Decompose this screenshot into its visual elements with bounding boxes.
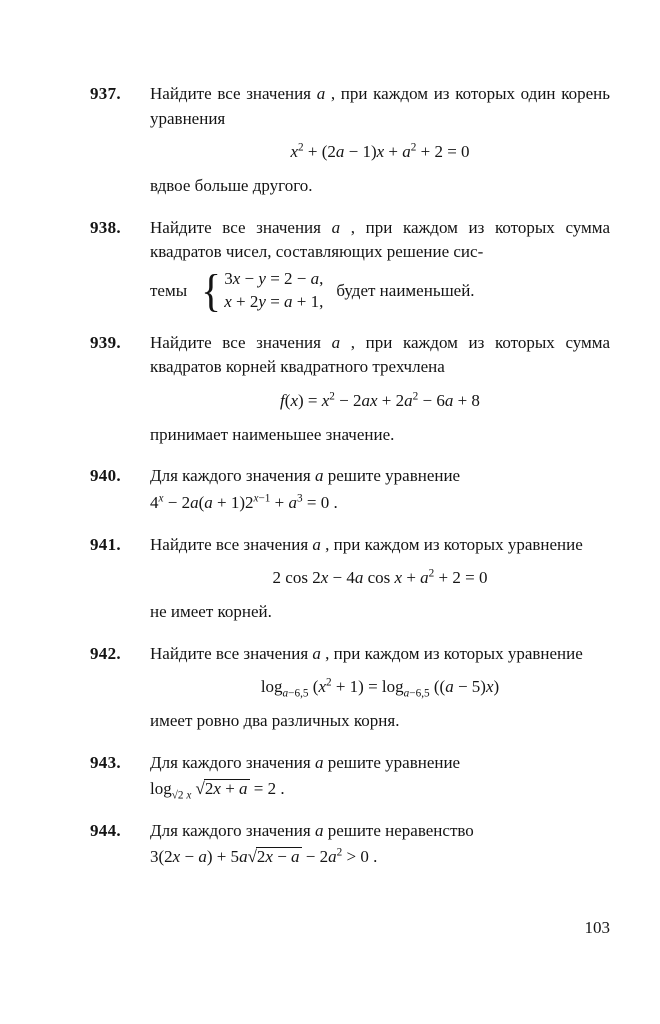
problem-body — [150, 464, 610, 515]
problem-formula: $f(x) = x^2 - 2ax + 2a^2 - 6a + 8$ — [280, 390, 480, 411]
problem-formula: $3(2x - a) + 5a√2x - a - 2a^2 > 0$ . — [150, 846, 378, 867]
problem-intro: Найдите все значения a , при каждом из которых сумма квадратов чисел, составляющих решение сис- — [150, 217, 610, 262]
problem-939 — [90, 331, 610, 448]
problem-intro: Для каждого значения a решите уравнение — [150, 752, 461, 772]
problem-formula: $x^2 + (2a - 1)x + a^2 + 2 = 0$ — [290, 141, 470, 162]
problem-formula: $\log_{√2 x} √2x + a = 2$ . — [150, 779, 285, 802]
problem-number: 937. — [90, 84, 121, 103]
problem-number: 944. — [90, 820, 121, 840]
problem-outro: принимает наименьшее значение. — [150, 424, 395, 444]
system-equations — [224, 268, 323, 313]
problem-body — [150, 819, 610, 870]
problem-938 — [90, 216, 610, 314]
problem-formula: 2 cos 2x − 4a $\cos x + a^2 + 2 = 0$ — [272, 567, 488, 588]
problem-number: 943. — [90, 752, 121, 772]
problem-number: 942. — [90, 643, 121, 663]
left-brace: { — [201, 264, 222, 316]
problem-body — [150, 331, 610, 448]
problem-number: 940. — [90, 466, 121, 486]
problem-body — [150, 533, 610, 625]
problem-944 — [90, 819, 610, 870]
page-number: 103 — [584, 918, 610, 937]
problem-937 — [90, 82, 610, 199]
problem-intro: Для каждого значения a решите уравнение — [150, 466, 461, 486]
problem-940 — [90, 464, 610, 515]
problem-number: 938. — [90, 217, 121, 237]
problem-942 — [90, 642, 610, 734]
problem-number: 941. — [90, 534, 121, 554]
system-line — [150, 264, 610, 316]
problem-intro: Для каждого значения a решите неравенство — [150, 820, 474, 840]
system-suffix-text: будет наименьшей. — [336, 280, 475, 300]
problem-formula: $4^x - 2a(a + 1)2^{x-1} + a^3 = 0$ . — [150, 492, 338, 513]
problem-body — [150, 82, 610, 199]
problem-formula: $\log_{a-6,5} (x^2 + 1) = \log_{a-6,5} ((a - 5)x)$ — [260, 676, 500, 700]
problem-943 — [90, 751, 610, 802]
problem-outro: не имеет корней. — [150, 601, 272, 621]
problem-intro: Найдите все значения a , при каждом из которых один корень уравнения — [150, 84, 610, 128]
problem-body — [150, 642, 610, 734]
system-equation-1: 3x − y = 2 − a, — [224, 269, 324, 289]
system-prefix-text: темы — [150, 280, 188, 300]
problem-outro: вдвое больше другого. — [150, 175, 313, 195]
system-equation-2: x + 2y = a + 1, — [224, 291, 324, 311]
problem-body — [150, 751, 610, 802]
problem-number: 939. — [90, 332, 121, 352]
problem-body — [150, 216, 610, 314]
problem-intro: Найдите все значения a , при каждом из которых уравнение — [150, 534, 583, 554]
equation-system — [200, 264, 324, 316]
problem-intro: Найдите все значения a , при каждом из которых уравнение — [150, 643, 583, 663]
page-content — [90, 82, 610, 887]
problem-intro: Найдите все значения a , при каждом из которых сумма квадратов корней квадратного трехчлена — [150, 332, 610, 377]
problem-941 — [90, 533, 610, 625]
problem-outro: имеет ровно два различных корня. — [150, 710, 400, 730]
